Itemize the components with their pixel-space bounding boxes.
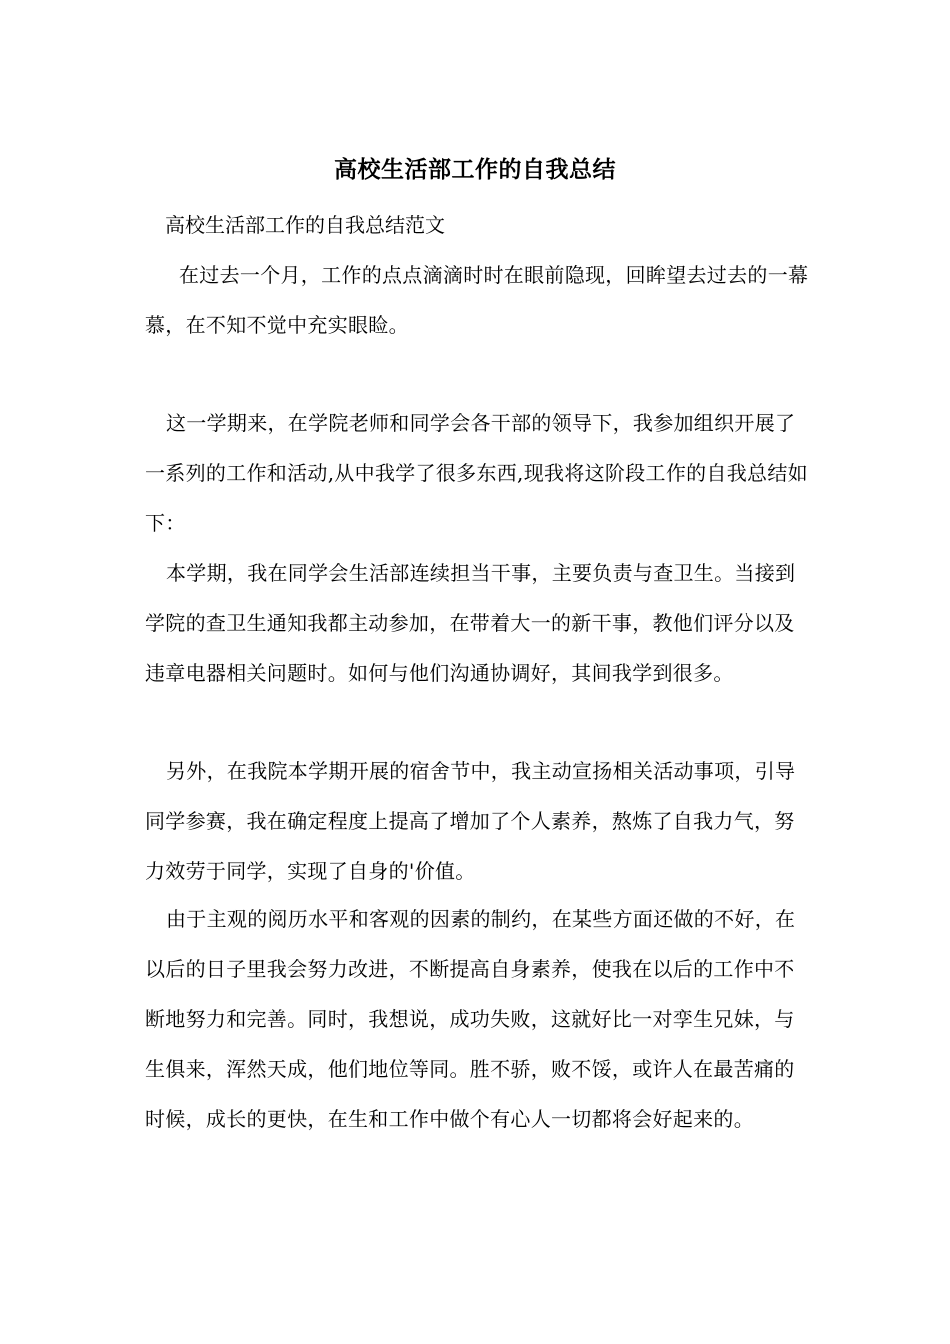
paragraph-3: 本学期，我在同学会生活部连续担当干事，主要负责与查卫生。当接到学院的查卫生通知我都主动参加，在带着大一的新干事，教他们评分以及违章电器相关问题时。如何与他们沟通协调好，其间我学到很多。 (145, 561, 796, 685)
document-subtitle: 高校生活部工作的自我总结范文 (165, 213, 445, 237)
document-title: 高校生活部工作的自我总结 (334, 156, 616, 183)
paragraph-5: 由于主观的阅历水平和客观的因素的制约，在某些方面还做的不好，在以后的日子里我会努力改进，不断提高自身素养，使我在以后的工作中不断地努力和完善。同时，我想说，成功失败，这就好比一对孪生兄妹，与生俱来，浑然天成，他们地位等同。胜不骄，败不馁，或许人在最苦痛的时候，成长的更快，在生和工作中做个有心人一切都将会好起来的。 (145, 907, 796, 1131)
paragraph-4: 另外，在我院本学期开展的宿舍节中，我主动宣扬相关活动事项，引导同学参赛，我在确定程度上提高了增加了个人素养，熬炼了自我力气，努力效劳于同学，实现了自身的'价值。 (145, 759, 796, 883)
paragraph-1: 在过去一个月，工作的点点滴滴时时在眼前隐现，回眸望去过去的一幕慕，在不知不觉中充实眼睑。 (145, 263, 809, 337)
paragraph-2: 这一学期来，在学院老师和同学会各干部的领导下，我参加组织开展了一系列的工作和活动,从中我学了很多东西,现我将这阶段工作的自我总结如下： (145, 411, 808, 535)
